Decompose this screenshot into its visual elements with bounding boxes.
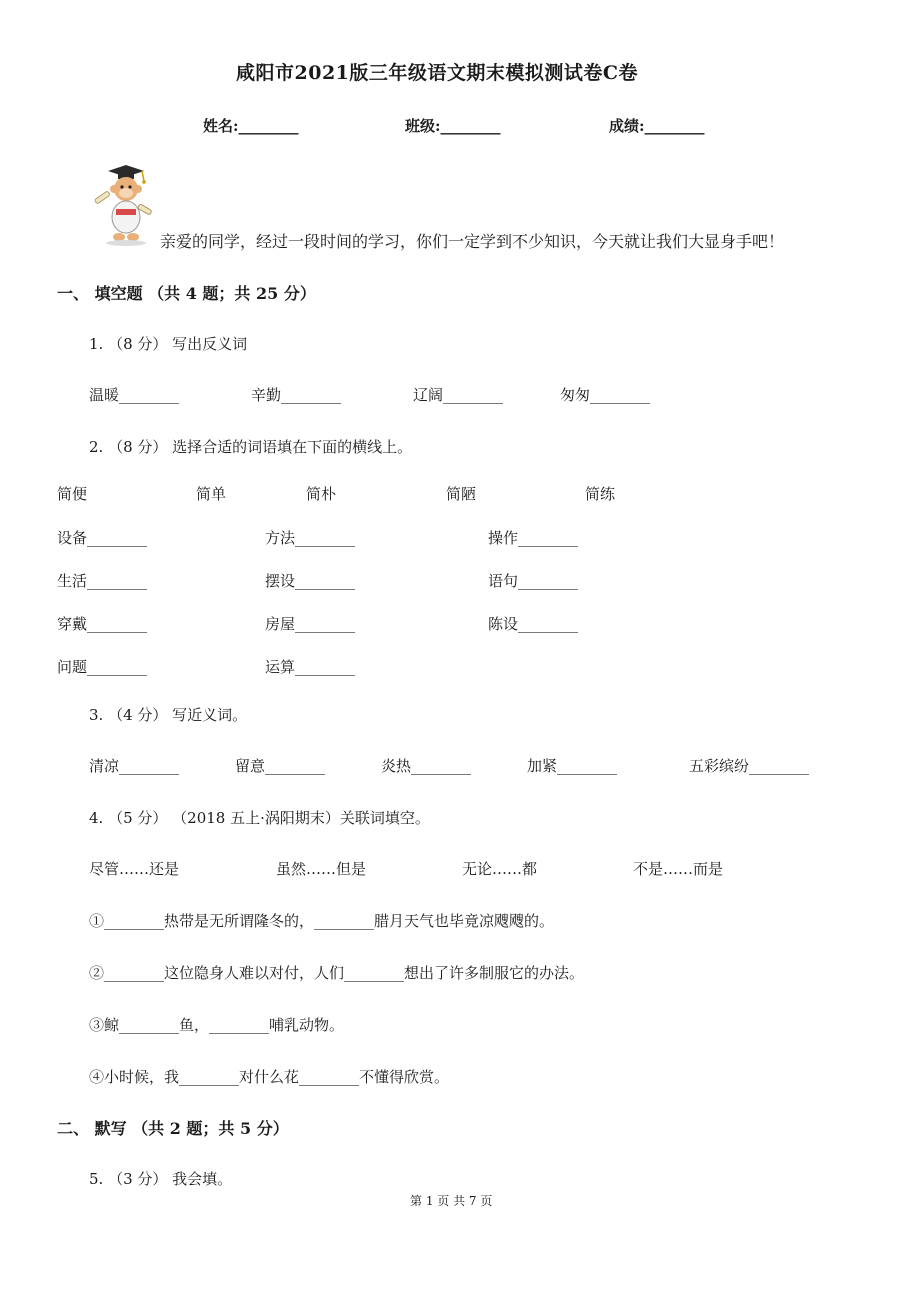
- page-title: 咸阳市2021版三年级语文期末模拟测试卷C卷: [236, 62, 639, 84]
- q4-sentence-4[interactable]: ④小时候，我________对什么花________不懂得欣赏。: [89, 1068, 450, 1086]
- q2-option: 简单: [196, 485, 227, 503]
- q2-blank[interactable]: 设备________: [57, 529, 148, 547]
- question-5-stem: 5. （3 分） 我会填。: [89, 1170, 233, 1188]
- q3-blank[interactable]: 清凉________: [89, 757, 180, 775]
- question-3-stem: 3. （4 分） 写近义词。: [89, 706, 248, 724]
- name-field[interactable]: 姓名:________: [203, 117, 299, 135]
- q4-sentence-1[interactable]: ①________热带是无所谓隆冬的，________腊月天气也毕竟凉飕飕的。: [89, 912, 555, 930]
- section-heading-dictation: 二、 默写 （共 2 题；共 5 分）: [57, 1119, 289, 1138]
- q1-blank-2[interactable]: 辛勤________: [251, 386, 342, 404]
- q2-blank[interactable]: 生活________: [57, 572, 148, 590]
- q4-option: 尽管……还是: [89, 860, 180, 878]
- q2-blank[interactable]: 方法________: [265, 529, 356, 547]
- q2-option: 简便: [57, 485, 88, 503]
- q1-blank-1[interactable]: 温暖________: [89, 386, 180, 404]
- question-1-stem: 1. （8 分） 写出反义词: [89, 335, 248, 353]
- page-footer: 第 1 页 共 7 页: [410, 1194, 493, 1208]
- q2-option: 简陋: [446, 485, 477, 503]
- q2-option: 简练: [585, 485, 616, 503]
- q2-blank[interactable]: 房屋________: [265, 615, 356, 633]
- q2-blank[interactable]: 陈设________: [488, 615, 579, 633]
- q1-blank-4[interactable]: 匆匆________: [560, 386, 651, 404]
- q2-blank[interactable]: 操作________: [488, 529, 579, 547]
- q4-option: 虽然……但是: [276, 860, 367, 878]
- question-4-stem: 4. （5 分） （2018 五上·涡阳期末）关联词填空。: [89, 809, 430, 827]
- student-mascot-icon: [88, 165, 154, 247]
- q4-sentence-2[interactable]: ②________这位隐身人难以对付，人们________想出了许多制服它的办法。: [89, 964, 585, 982]
- q2-option: 简朴: [306, 485, 337, 503]
- q3-blank[interactable]: 留意________: [235, 757, 326, 775]
- q2-blank[interactable]: 运算________: [265, 658, 356, 676]
- q2-blank[interactable]: 问题________: [57, 658, 148, 676]
- score-field[interactable]: 成绩:________: [609, 117, 705, 135]
- greeting-text: 亲爱的同学，经过一段时间的学习，你们一定学到不少知识，今天就让我们大显身手吧！: [160, 232, 785, 251]
- q4-sentence-3[interactable]: ③鲸________鱼，________哺乳动物。: [89, 1016, 345, 1034]
- class-field[interactable]: 班级:________: [405, 117, 501, 135]
- q4-option: 无论……都: [462, 860, 538, 878]
- q3-blank[interactable]: 炎热________: [381, 757, 472, 775]
- q2-blank[interactable]: 穿戴________: [57, 615, 148, 633]
- question-2-stem: 2. （8 分） 选择合适的词语填在下面的横线上。: [89, 438, 413, 456]
- section-heading-fill-in: 一、 填空题 （共 4 题；共 25 分）: [57, 284, 316, 303]
- q1-blank-3[interactable]: 辽阔________: [413, 386, 504, 404]
- q2-blank[interactable]: 摆设________: [265, 572, 356, 590]
- q3-blank[interactable]: 加紧________: [527, 757, 618, 775]
- q3-blank[interactable]: 五彩缤纷________: [689, 757, 810, 775]
- q4-option: 不是……而是: [633, 860, 724, 878]
- q2-blank[interactable]: 语句________: [488, 572, 579, 590]
